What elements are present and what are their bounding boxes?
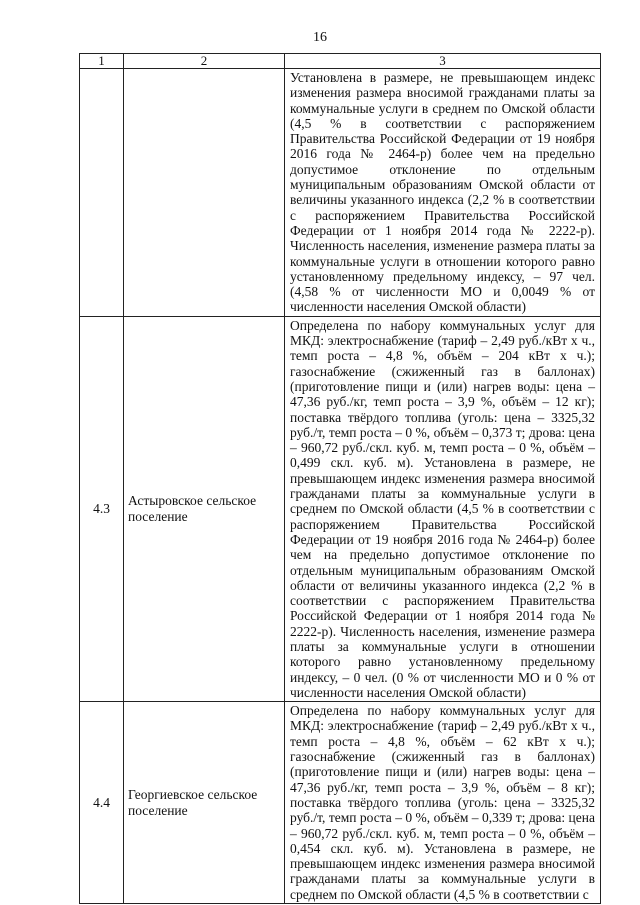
row-description <box>285 702 601 904</box>
row-description <box>285 69 601 317</box>
row-description <box>285 316 601 701</box>
settlement-name <box>124 69 285 317</box>
table-row <box>80 316 601 701</box>
column-header-3: 3 <box>285 54 601 69</box>
table-row <box>80 69 601 317</box>
table-row <box>80 702 601 904</box>
row-number: 4.4 <box>80 702 124 904</box>
table-header-row <box>80 54 601 69</box>
row-description-text: Определена по набору коммунальных услуг для МКД: электроснабжение (тариф – 2,49 руб./кВт х ч., темп роста – 4,8 %, объём – 204 кВт х ч.); газоснабжение (сжиженный газ в баллонах) (приготовление пищи и (или) нагрев воды: цена – 47,36 руб./кг, темп роста – 3,9 %, объём – 12 кг); поставка твёрдого топлива (уголь: цена – 3325,32 руб./т, темп роста – 0 %, объём – 0,373 т; дрова: цена – 960,72 руб./скл. куб. м, темп роста – 0 %, объём – 0,499 скл. куб. м). Установлена в размере, не превышающем индекс изменения размера вносимой гражданами платы за коммунальные услуги в среднем по Омской области (4,5 % в соответствии с распоряжением Правительства Российской Федерации от 19 ноября 2016 года № 2464-р) более чем на предельно допустимое отклонение по отдельным муниципальным образованиям Омской области от величины указанного индекса (2,2 % в соответствии с распоряжением Правительства Российской Федерации от 1 ноября 2014 года № 2222-р). Численность населения, изменение размера платы за коммунальные услуги в отношении которого равно установленному предельному индексу, – 0 чел. (0 % от численности МО и 0 % от численности населения Омской области) <box>290 317 595 700</box>
page-number: 16 <box>313 30 327 45</box>
column-header-2: 2 <box>124 54 285 69</box>
settlement-name: Астыровское сельское поселение <box>124 316 285 701</box>
settlement-name: Георгиевское сельское поселение <box>124 702 285 904</box>
row-description-text: Определена по набору коммунальных услуг для МКД: электроснабжение (тариф – 2,49 руб./кВт х ч., темп роста – 4,8 %, объём – 62 кВт х ч.); газоснабжение (сжиженный газ в баллонах) (приготовление пищи и (или) нагрев воды: цена – 47,36 руб./кг, темп роста – 3,9 %, объём – 8 кг); поставка твёрдого топлива (уголь: цена – 3325,32 руб./т, темп роста – 0 %, объём – 0,339 т; дрова: цена – 960,72 руб./скл. куб. м, темп роста – 0 %, объём – 0,454 скл. куб. м). Установлена в размере, не превышающем индекс изменения размера вносимой гражданами платы за коммунальные услуги в среднем по Омской области (4,5 % в соответствии с <box>290 703 595 902</box>
row-number <box>80 69 124 317</box>
row-number: 4.3 <box>80 316 124 701</box>
data-table <box>79 53 601 904</box>
column-header-1: 1 <box>80 54 124 69</box>
row-description-text: Установлена в размере, не превышающем индекс изменения размера вносимой гражданами платы за коммунальные услуги в среднем по Омской области (4,5 % в соответствии с распоряжением Правительства Российской Федерации от 19 ноября 2016 года № 2464-р) более чем на предельно допустимое отклонение по отдельным муниципальным образованиям Омской области от величины указанного индекса (2,2 % в соответствии с распоряжением Правительства Российской Федерации от 1 ноября 2014 года № 2222-р). Численность населения, изменение размера платы за коммунальные услуги в отношении которого равно установленному предельному индексу, – 97 чел. (4,58 % от численности МО и 0,0049 % от численности населения Омской области) <box>290 70 595 315</box>
